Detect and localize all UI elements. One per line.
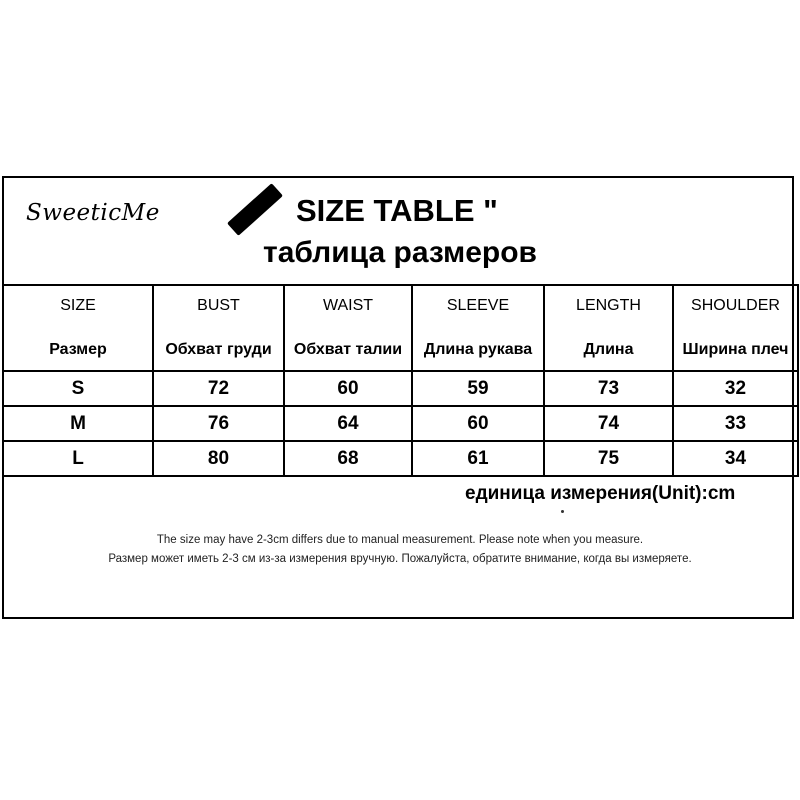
header-label-ru: Обхват талии: [293, 341, 403, 358]
header-label-ru: Длина рукава: [423, 341, 533, 358]
header-label-en: LENGTH: [576, 297, 641, 314]
table-cell-shoulder: 33: [673, 406, 798, 441]
header-label-ru: Ширина плеч: [682, 341, 789, 358]
measurement-note-ru: Размер может иметь 2-3 см из-за измерения вручную. Пожалуйста, обратите внимание, когда вы измеряете.: [108, 553, 692, 565]
table-cell-size: S: [3, 371, 153, 406]
table-cell-size: M: [3, 406, 153, 441]
table-cell-waist: 60: [284, 371, 412, 406]
header-waist: [284, 285, 412, 371]
table-row: [3, 406, 798, 441]
header-shoulder: [673, 285, 798, 371]
table-row: [3, 371, 798, 406]
header-label-ru: Размер: [49, 341, 107, 358]
header-label-en: SHOULDER: [691, 297, 780, 314]
table-cell-length: 75: [544, 441, 673, 476]
table-cell-bust: 72: [153, 371, 284, 406]
header-bust: [153, 285, 284, 371]
header-label-ru: Длина: [583, 341, 634, 358]
header-size: [3, 285, 153, 371]
header-label-en: BUST: [197, 297, 240, 314]
table-cell-length: 74: [544, 406, 673, 441]
header-label-en: WAIST: [322, 297, 374, 314]
table-cell-waist: 68: [284, 441, 412, 476]
header-length: [544, 285, 673, 371]
table-cell-shoulder: 34: [673, 441, 798, 476]
table-row: [3, 441, 798, 476]
header-label-en: SLEEVE: [446, 297, 510, 314]
measurement-note-en: The size may have 2-3cm differs due to manual measurement. Please note when you measure.: [156, 534, 644, 546]
header-label-en: SIZE: [60, 297, 96, 314]
table-header-row: [3, 285, 798, 371]
table-cell-length: 73: [544, 371, 673, 406]
table-cell-sleeve: 59: [412, 371, 544, 406]
title-russian: таблица размеров: [263, 236, 537, 269]
table-cell-sleeve: 61: [412, 441, 544, 476]
table-cell-sleeve: 60: [412, 406, 544, 441]
dot-mark: [561, 510, 564, 513]
unit-label: единица измерения(Unit):cm: [465, 483, 736, 504]
table-cell-shoulder: 32: [673, 371, 798, 406]
header-sleeve: [412, 285, 544, 371]
title-english: SIZE TABLE ": [296, 193, 498, 228]
header-label-ru: Обхват груди: [165, 341, 272, 358]
table-cell-size: L: [3, 441, 153, 476]
size-table: [2, 284, 799, 477]
table-cell-waist: 64: [284, 406, 412, 441]
table-cell-bust: 76: [153, 406, 284, 441]
table-cell-bust: 80: [153, 441, 284, 476]
brand-logo: SweeticMe: [26, 200, 160, 226]
